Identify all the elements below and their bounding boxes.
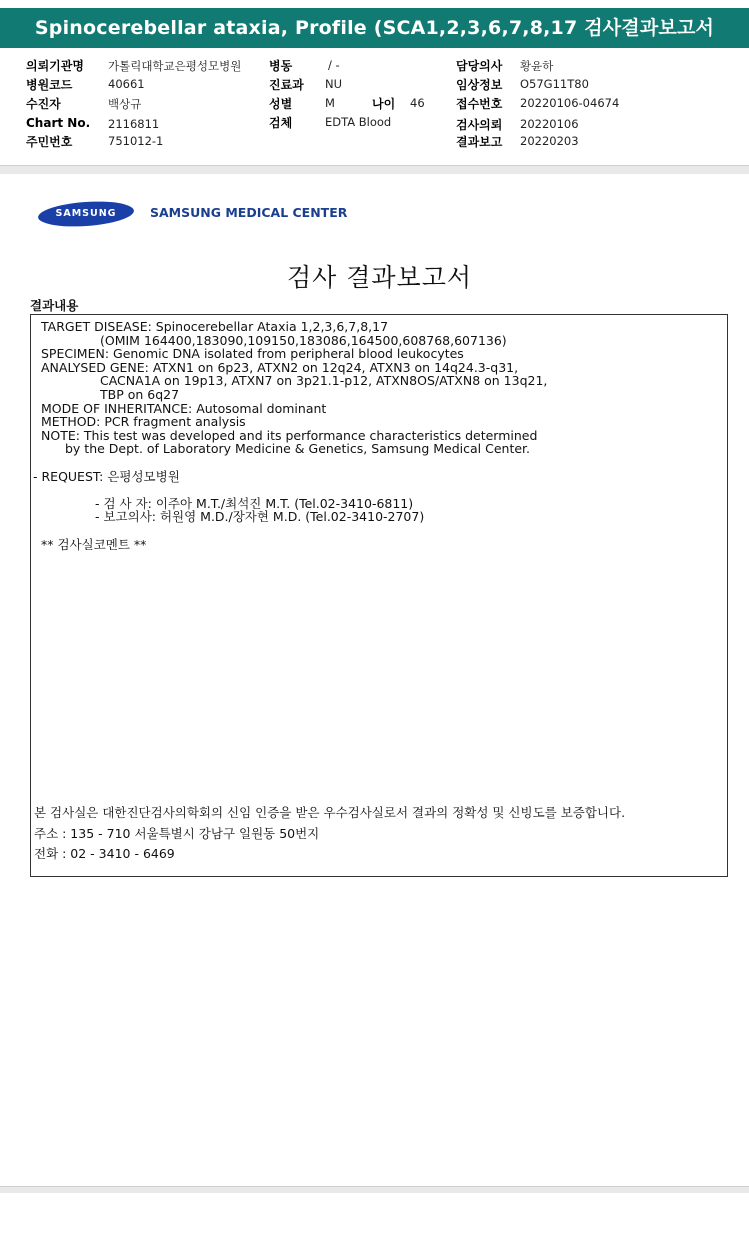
examinee-value: 백상규: [108, 97, 142, 111]
omim-line: (OMIM 164400,183090,109150,183086,164500,608768,607136): [100, 333, 507, 348]
report-title-bar: Spinocerebellar ataxia, Profile (SCA1,2,3,6,7,8,17 검사결과보고서: [0, 8, 749, 48]
ward-label: 병동: [269, 59, 293, 73]
department-label: 진료과: [269, 78, 304, 92]
method-line: METHOD: PCR fragment analysis: [41, 414, 246, 429]
clinical-info-label: 임상정보: [456, 78, 503, 92]
lab-comment-header: ** 검사실코멘트 **: [41, 537, 147, 552]
sex-value: M: [325, 96, 335, 110]
results-box: [30, 314, 728, 877]
reporter-line: - 보고의사: 허원영 M.D./장자현 M.D. (Tel.02-3410-2707): [95, 509, 425, 524]
sex-label: 성별: [269, 97, 293, 111]
tester-line: - 검 사 자: 이주아 M.T./최석진 M.T. (Tel.02-3410-6811): [95, 496, 414, 511]
clinical-info-value: O57G11T80: [520, 77, 589, 91]
inheritance-line: MODE OF INHERITANCE: Autosomal dominant: [41, 401, 327, 416]
examinee-label: 수진자: [26, 97, 61, 111]
request-date-value: 20220106: [520, 117, 579, 131]
hospital-code-label: 병원코드: [26, 78, 73, 92]
lab-address: 주소 : 135 - 710 서울특별시 강남구 일원동 50번지: [34, 826, 320, 841]
analysed-gene-line-3: TBP on 6q27: [100, 387, 180, 402]
top-separator: [0, 165, 749, 174]
chart-no-value: 2116811: [108, 117, 160, 131]
samsung-logo-text: SAMSUNG: [55, 208, 117, 219]
requesting-institution-value: 가톨릭대학교은평성모병원: [108, 59, 242, 73]
specimen-value: EDTA Blood: [325, 115, 392, 129]
target-disease-line: TARGET DISEASE: Spinocerebellar Ataxia 1,2,3,6,7,8,17: [41, 319, 389, 334]
report-date-value: 20220203: [520, 134, 579, 148]
analysed-gene-line-2: CACNA1A on 19p13, ATXN7 on 3p21.1-p12, ATXN8OS/ATXN8 on 13q21,: [100, 373, 548, 388]
patient-info-panel: [0, 0, 749, 165]
report-date-label: 결과보고: [456, 135, 503, 149]
lab-phone: 전화 : 02 - 3410 - 6469: [34, 846, 175, 861]
note-line: NOTE: This test was developed and its performance characteristics determined: [41, 428, 538, 443]
doctor-label: 담당의사: [456, 59, 503, 73]
doctor-value: 황윤하: [520, 59, 554, 73]
receipt-no-value: 20220106-04674: [520, 96, 620, 110]
samsung-medical-center-name: SAMSUNG MEDICAL CENTER: [150, 205, 348, 220]
request-date-label: 검사의뢰: [456, 118, 503, 132]
analysed-gene-line: ANALYSED GENE: ATXN1 on 6p23, ATXN2 on 12q24, ATXN3 on 14q24.3-q31,: [41, 360, 519, 375]
report-heading: 검사 결과보고서: [287, 263, 472, 292]
results-section-label: 결과내용: [30, 298, 79, 313]
department-value: NU: [325, 77, 343, 91]
age-value: 46: [410, 96, 425, 110]
age-label: 나이: [372, 97, 396, 111]
chart-no-label: Chart No.: [26, 116, 91, 130]
request-line: - REQUEST: 은평성모병원: [33, 469, 180, 484]
specimen-label: 검체: [269, 116, 293, 130]
note-line-2: by the Dept. of Laboratory Medicine & Genetics, Samsung Medical Center.: [65, 441, 531, 456]
resident-no-label: 주민번호: [26, 135, 73, 149]
resident-no-value: 751012-1: [108, 134, 164, 148]
ward-value: / -: [328, 58, 340, 72]
receipt-no-label: 접수번호: [456, 97, 503, 111]
bottom-separator: [0, 1186, 749, 1193]
accreditation-statement: 본 검사실은 대한진단검사의학회의 신임 인증을 받은 우수검사실로서 결과의 정확성 및 신빙도를 보증합니다.: [34, 805, 626, 820]
hospital-code-value: 40661: [108, 77, 145, 91]
specimen-line: SPECIMEN: Genomic DNA isolated from peripheral blood leukocytes: [41, 346, 464, 361]
requesting-institution-label: 의뢰기관명: [26, 59, 84, 73]
